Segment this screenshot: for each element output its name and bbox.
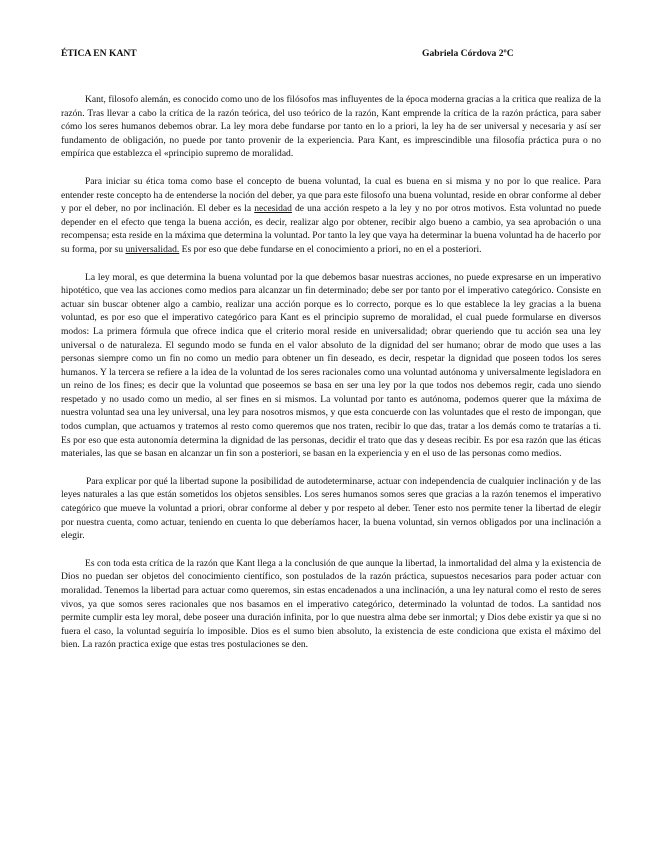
paragraph-text-segment: de una acción respeto a la ley y no por otros motivos. Esta voluntad no puede depender en el efecto que tenga la buena acción, es decir, realizar algo por obtener, recibir algo bueno a cambio, ya sea aprobación o una recompensa; esta reside en la máxima que determina la voluntad. Por tanto la ley que vaya ha determinar la buena voluntad ha de hacerlo por su forma, por su <box>61 203 602 255</box>
paragraph-conclusion: Es con toda esta crítica de la razón que Kant llega a la conclusión de que aunque la libertad, la inmortalidad del alma y la existencia de Dios no puedan ser objetos del conocimiento científico, son postulados de la razón práctica, supuestos necesarios para poder actuar con moralidad. Tenemos la libertad para actuar como queremos, sin estas encadenados a una inclinación, a una ley natural como el resto de seres vivos, ya que somos seres racionales que nos basamos en el imperativo categórico, determinado la voluntad de todos. La santidad nos permite cumplir esta ley moral, debe poseer una duración infinita, por lo que nuestra alma debe ser inmortal; y Dios debe existir ya que si no fuera el caso, la voluntad seguiría lo imposible. Dios es el sumo bien absoluto, la existencia de este condiciona que exista el máximo del bien. La razón practica exige que estas tres postulaciones se den. <box>61 557 601 651</box>
document-header <box>61 47 601 61</box>
paragraph-text-segment: Para iniciar su ética toma como base el concepto de buena voluntad, la cual es buena en si misma y no por lo que realice. Para entender reste concepto ha de entenderse la noción del deber, ya que para este filosofo una buena voluntad, reside en obrar conforme al deber y por el deber, no por inclinación. El deber es la <box>61 175 601 215</box>
paragraph-text-segment: Es por eso que debe fundarse en el conocimiento a priori, no en el a posteriori. <box>179 243 482 255</box>
underlined-term-necesidad: necesidad <box>254 203 292 215</box>
paragraph-buena-voluntad <box>61 175 601 257</box>
document-title: ÉTICA EN KANT <box>61 48 137 59</box>
document-body <box>61 93 601 666</box>
paragraph-libertad: Para explicar por qué la libertad supone la posibilidad de autodeterminarse, actuar con independencia de cualquier inclinación y de las leyes naturales a las que están sometidos los objetos sensibles. Los seres humanos somos seres que gracias a la razón tenemos el imperativo categórico que mueve la voluntad a priori, obrar conforme al deber y por respeto al deber. Tener esto nos permite tener la libertad de elegir por nuestra cuenta, como actuar, teniendo en cuenta lo que deberíamos hacer, la buena voluntad, sin vernos obligados por una inclinación a elegir. <box>61 475 601 542</box>
document-author: Gabriela Córdova 2ºC <box>422 48 514 59</box>
paragraph-ley-moral: La ley moral, es que determina la buena voluntad por la que debemos basar nuestras acciones, no puede expresarse en un imperativo hipotético, que vea las acciones como medios para alcanzar un fin determinado; debe ser por tanto por el imperativo categórico. Consiste en actuar sin buscar obtener algo a cambio, realizar una acción porque es lo correcto, porque es lo que establece la ley gracias a la buena voluntad, es por eso que el imperativo categórico para Kant es el principio supremo de moralidad, el cual puede formularse en diversos modos: La primera fórmula que ofrece indica que el criterio moral reside en universalidad; obrar queriendo que tu acción sea una ley universal o de naturaleza. El segundo modo se funda en el valor absoluto de la dignidad del ser humano; obrar de modo que uses a las personas siempre como un fin no como un medio para obtener un fin deseado, es decir, respetar la dignidad que poseen todos los seres humanos. Y la tercera se refiere a la idea de la voluntad de los seres racionales como una voluntad autónoma y universalmente legisladora en un reino de los fines; es decir que la voluntad que poseemos se basa en ser una ley por la que todos nos debemos regir, cada uno siendo respetado y no usado como un medio, al ser fines en si mismos. La voluntad por tanto es autónoma, podemos querer que la máxima de nuestra voluntad sea una ley universal, una ley para nosotros mismos, y que esta concuerde con las voluntades que el resto de impongan, que todos cumplan, que actuamos y tratemos al resto como queremos que nos traten, recibir lo que das, tratar a los demás como te tratarías a ti. Es por eso que esta autonomía determina la dignidad de las personas, decidir el trato que das y deseas recibir. Es por esa razón que las éticas materiales, las que se basan en alcanzar un fin son a posteriori, se basan en la experiencia y en el uso de las personas como medios. <box>61 271 601 460</box>
paragraph-intro: Kant, filosofo alemán, es conocido como uno de los filósofos mas influyentes de la época moderna gracias a la critica que realiza de la razón. Tras llevar a cabo la crítica de la razón teórica, del uso teórico de la razón, Kant emprende la crítica de la razón práctica, para saber cómo los seres humanos debemos obrar. La ley mora debe fundarse por tanto en lo a priori, la ley ha de ser universal y necesaria y así ser fundamento de obligación, no puede por tanto provenir de la experiencia. Para Kant, es imprescindible una filosofía práctica pura o no empírica que establezca el «principio supremo de moralidad. <box>61 94 601 160</box>
underlined-term-universalidad: universalidad. <box>125 243 180 255</box>
